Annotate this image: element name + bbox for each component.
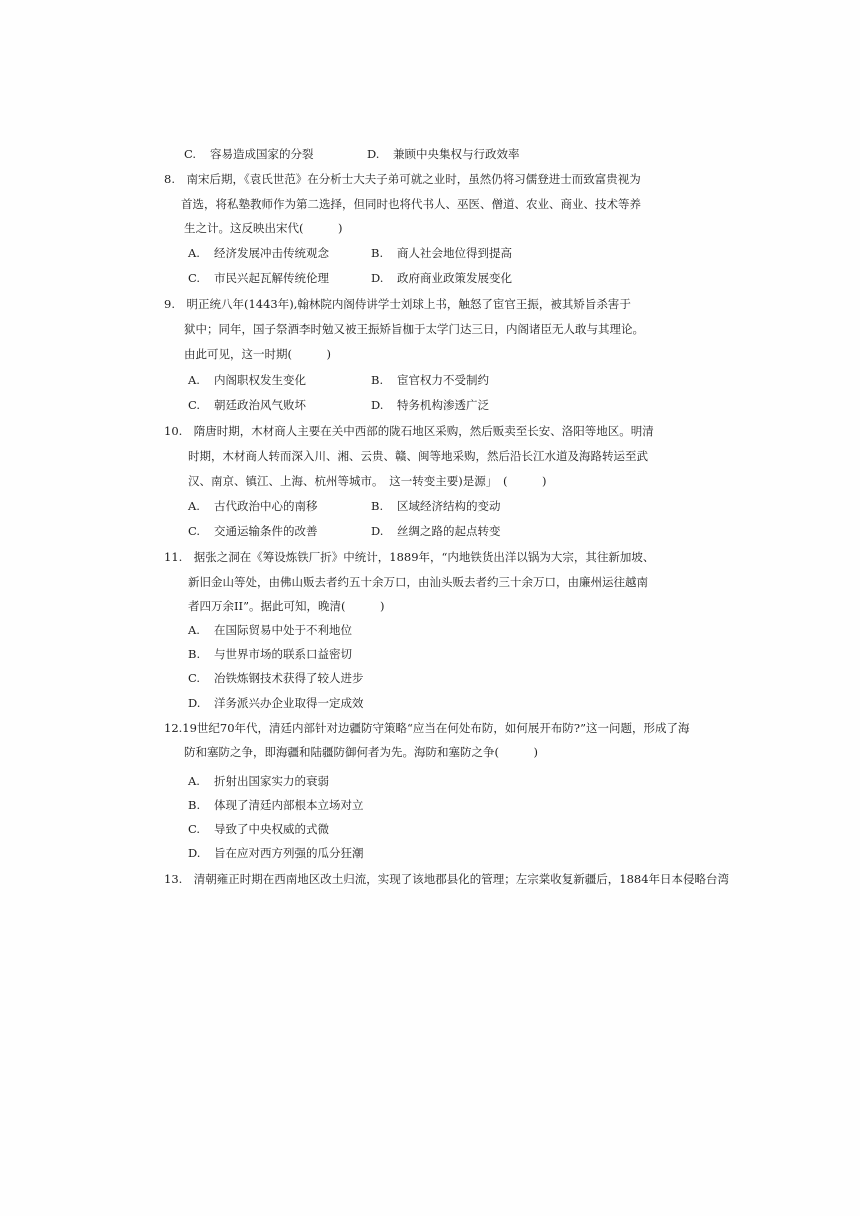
option-letter: B. [188, 798, 201, 812]
q11-stem-line-3: 者四万余II”。据此可知，晚清( ) [188, 599, 385, 613]
option-letter: C. [188, 398, 201, 412]
option-text: 冶铁炼钢技术获得了较人进步 [214, 671, 364, 685]
option-text: 朝廷政治风气败坏 [214, 398, 306, 412]
q8-stem-line-2: 首选，将私塾教师作为第二选择，但同时也将代书人、巫医、僧道、农业、商业、技术等养 [181, 197, 641, 211]
option-letter: A. [188, 774, 200, 788]
q8-option-d [371, 271, 512, 285]
q7-option-d [367, 147, 520, 161]
q8-stem-line-3: 生之计。这反映出宋代( ) [184, 221, 343, 235]
option-letter: C. [184, 147, 197, 161]
option-text: 旨在应对西方列强的瓜分狂潮 [214, 846, 364, 860]
q12-option-b [188, 798, 364, 812]
option-letter: A. [188, 246, 200, 260]
q11-stem-line-1: 11. 据张之洞在《筹设炼铁厂折》中统计，1889年，“内地铁货出洋以锅为大宗，其往新加坡、 [164, 550, 655, 564]
option-text: 折射出国家实力的衰弱 [214, 774, 329, 788]
option-text: 商人社会地位得到提高 [397, 246, 512, 260]
q10-option-b [371, 499, 501, 513]
option-text: 内阁职权发生变化 [214, 373, 306, 387]
q10-stem-line-1: 10. 隋唐时期，木材商人主要在关中西部的陇石地区采购，然后贩卖至长安、洛阳等地区。明清 [164, 424, 654, 438]
option-letter: C. [188, 822, 201, 836]
q8-option-b [371, 246, 512, 260]
option-letter: A. [188, 373, 200, 387]
option-text: 导致了中央权威的式微 [214, 822, 329, 836]
q11-option-d [188, 696, 364, 710]
option-text: 兼顾中央集权与行政效率 [393, 147, 520, 161]
q11-option-a [188, 623, 352, 637]
q12-option-c [188, 822, 329, 836]
q10-option-c [188, 524, 318, 538]
option-letter: D. [367, 147, 380, 161]
q12-stem-line-1: 12.19世纪70年代，清廷内部针对边疆防守策略“应当在何处布防，如何展开布防?”这一问题，形成了海 [164, 721, 690, 735]
option-letter: B. [371, 373, 384, 387]
q7-option-c [184, 147, 314, 161]
q9-option-a [188, 373, 306, 387]
q9-option-b [371, 373, 489, 387]
option-letter: B. [371, 246, 384, 260]
option-letter: D. [188, 696, 201, 710]
q11-option-b [188, 647, 352, 661]
option-letter: A. [188, 499, 200, 513]
option-text: 古代政治中心的南移 [214, 499, 318, 513]
q10-stem-line-2: 时期，木材商人转而深入川、湘、云贵、赣、闽等地采购，然后沿长江水道及海路转运至武 [188, 449, 648, 463]
option-text: 与世界市场的联系口益密切 [214, 647, 352, 661]
q11-option-c [188, 671, 364, 685]
option-letter: D. [371, 398, 384, 412]
q8-stem-line-1: 8. 南宋后期，《袁氏世范》在分析士大夫子弟可就之业时，虽然仍将习儒登进士而致富贵视为 [164, 172, 641, 186]
q8-option-a [188, 246, 329, 260]
option-letter: C. [188, 671, 201, 685]
q9-option-d [371, 398, 489, 412]
q13-stem-line-1: 13. 清朝雍正时期在西南地区改土归流，实现了该地郡县化的管理；左宗棠收复新疆后，1884年日本侵略台湾 [164, 872, 730, 886]
option-text: 洋务派兴办企业取得一定成效 [214, 696, 364, 710]
option-letter: D. [188, 846, 201, 860]
q9-option-c [188, 398, 306, 412]
option-text: 政府商业政策发展变化 [397, 271, 512, 285]
q11-stem-line-2: 新旧金山等处，由佛山贩去者约五十余万口，由汕头贩去者约三十余万口，由廉州运往越南 [188, 575, 648, 589]
option-text: 丝绸之路的起点转变 [397, 524, 501, 538]
option-letter: D. [371, 271, 384, 285]
option-text: 特务机构渗透广泛 [397, 398, 489, 412]
q10-option-a [188, 499, 318, 513]
q10-option-d [371, 524, 501, 538]
option-letter: B. [371, 499, 384, 513]
option-letter: D. [371, 524, 384, 538]
option-text: 在国际贸易中处于不利地位 [214, 623, 352, 637]
q9-stem-line-1: 9. 明正统八年(1443年),翰林院内阁侍讲学士刘球上书，触怒了宦官王振，被其矫旨杀害于 [164, 297, 631, 311]
option-text: 市民兴起瓦解传统伦理 [214, 271, 329, 285]
q8-option-c [188, 271, 329, 285]
q9-stem-line-2: 狱中；同年，国子祭酒李时勉又被王振矫旨枷于太学门达三日，内阁诸臣无人敢与其理论。 [184, 322, 644, 336]
option-letter: C. [188, 271, 201, 285]
option-text: 区域经济结构的变动 [397, 499, 501, 513]
q12-option-a [188, 774, 329, 788]
option-text: 体现了清廷内部根本立场对立 [214, 798, 364, 812]
option-letter: B. [188, 647, 201, 661]
q9-stem-line-3: 由此可见，这一时期( ) [184, 347, 331, 361]
option-text: 容易造成国家的分裂 [210, 147, 314, 161]
q10-stem-line-3: 汉、南京、镇江、上海、杭州等城市。 这一转变主要)是源」 ( ) [188, 474, 547, 488]
q12-option-d [188, 846, 364, 860]
option-letter: A. [188, 623, 200, 637]
option-text: 宦官权力不受制约 [397, 373, 489, 387]
option-letter: C. [188, 524, 201, 538]
option-text: 经济发展冲击传统观念 [214, 246, 329, 260]
q12-stem-line-2: 防和塞防之争，即海疆和陆疆防御何者为先。海防和塞防之争( ) [184, 745, 538, 759]
option-text: 交通运输条件的改善 [214, 524, 318, 538]
